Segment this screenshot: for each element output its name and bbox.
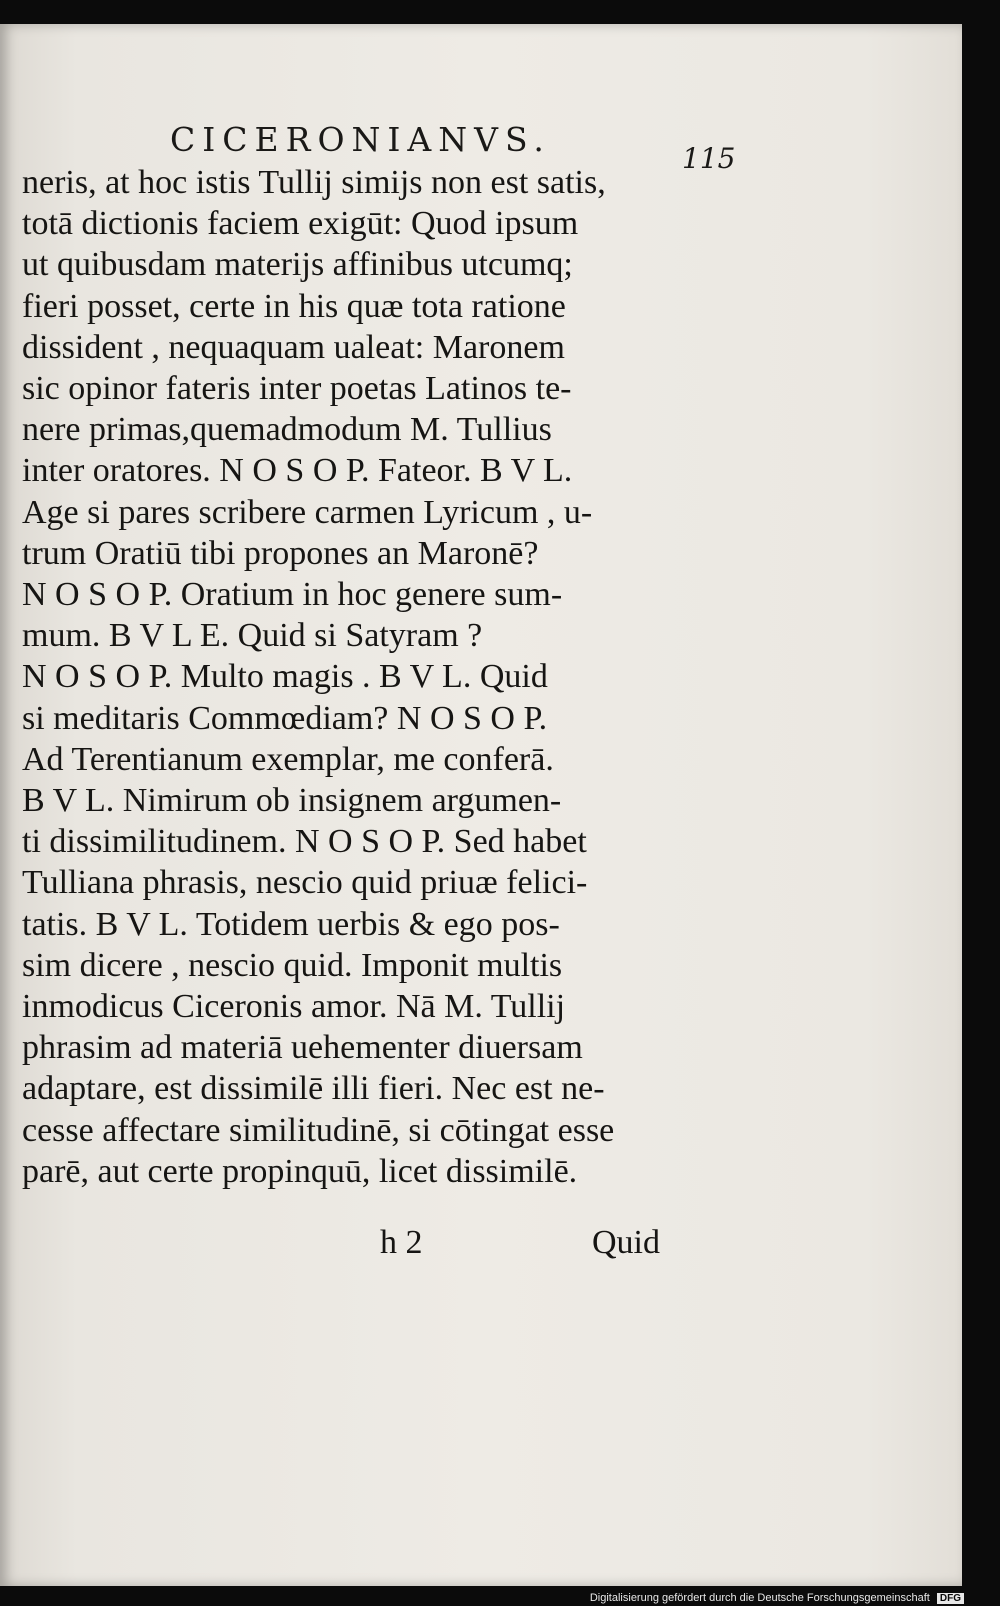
text-line: adaptare, est dissimilē illi fieri. Nec est ne-: [22, 1070, 605, 1108]
book-page: [0, 24, 962, 1586]
text-line: ti dissimilitudinem. N O S O P. Sed habet: [22, 823, 587, 861]
dfg-logo: DFG: [937, 1593, 964, 1604]
catchword: Quid: [592, 1224, 660, 1261]
text-line: B V L. Nimirum ob insignem argumen-: [22, 782, 562, 820]
text-line: si meditaris Commœdiam? N O S O P.: [22, 699, 548, 737]
text-line: parē, aut certe propinquū, licet dissimilē.: [22, 1152, 578, 1190]
page-number: 115: [682, 142, 736, 175]
text-line: phrasim ad materiā uehementer diuersam: [22, 1029, 583, 1067]
digitization-credit: [590, 1592, 964, 1604]
text-line: ut quibusdam materijs affinibus utcumq;: [22, 246, 573, 284]
text-line: Ad Terentianum exemplar, me conferā.: [22, 740, 554, 778]
text-line: cesse affectare similitudinē, si cōtingat esse: [22, 1111, 615, 1149]
body-text: [22, 162, 702, 1192]
text-line: inmodicus Ciceronis amor. Nā M. Tullij: [22, 988, 566, 1026]
text-line: sim dicere , nescio quid. Imponit multis: [22, 946, 563, 984]
text-line: mum. B V L E. Quid si Satyram ?: [22, 617, 483, 655]
text-line: sic opinor fateris inter poetas Latinos te-: [22, 370, 572, 408]
text-line: N O S O P. Multo magis . B V L. Quid: [22, 658, 548, 696]
text-line: totā dictionis faciem exigūt: Quod ipsum: [22, 205, 579, 243]
credit-text: Digitalisierung gefördert durch die Deutsche Forschungsgemeinschaft: [589, 1592, 930, 1604]
catchline: [380, 1224, 660, 1262]
signature-mark: h 2: [380, 1224, 423, 1261]
text-line: dissident , nequaquam ualeat: Maronem: [22, 328, 565, 366]
text-line: N O S O P. Oratium in hoc genere sum-: [22, 576, 563, 614]
text-line: inter oratores. N O S O P. Fateor. B V L.: [22, 452, 573, 490]
text-line: tatis. B V L. Totidem uerbis & ego pos-: [22, 905, 560, 943]
running-head: CICERONIANVS.: [170, 120, 551, 159]
text-line: trum Oratiū tibi propones an Maronē?: [22, 534, 539, 572]
text-line: fieri posset, certe in his quæ tota ratione: [22, 287, 566, 325]
text-line: Tulliana phrasis, nescio quid priuæ felici-: [22, 864, 588, 902]
text-line: Age si pares scribere carmen Lyricum , u-: [22, 493, 593, 531]
text-line: nere primas,quemadmodum M. Tullius: [22, 411, 552, 449]
text-line: neris, at hoc istis Tullij simijs non est satis,: [22, 164, 606, 201]
